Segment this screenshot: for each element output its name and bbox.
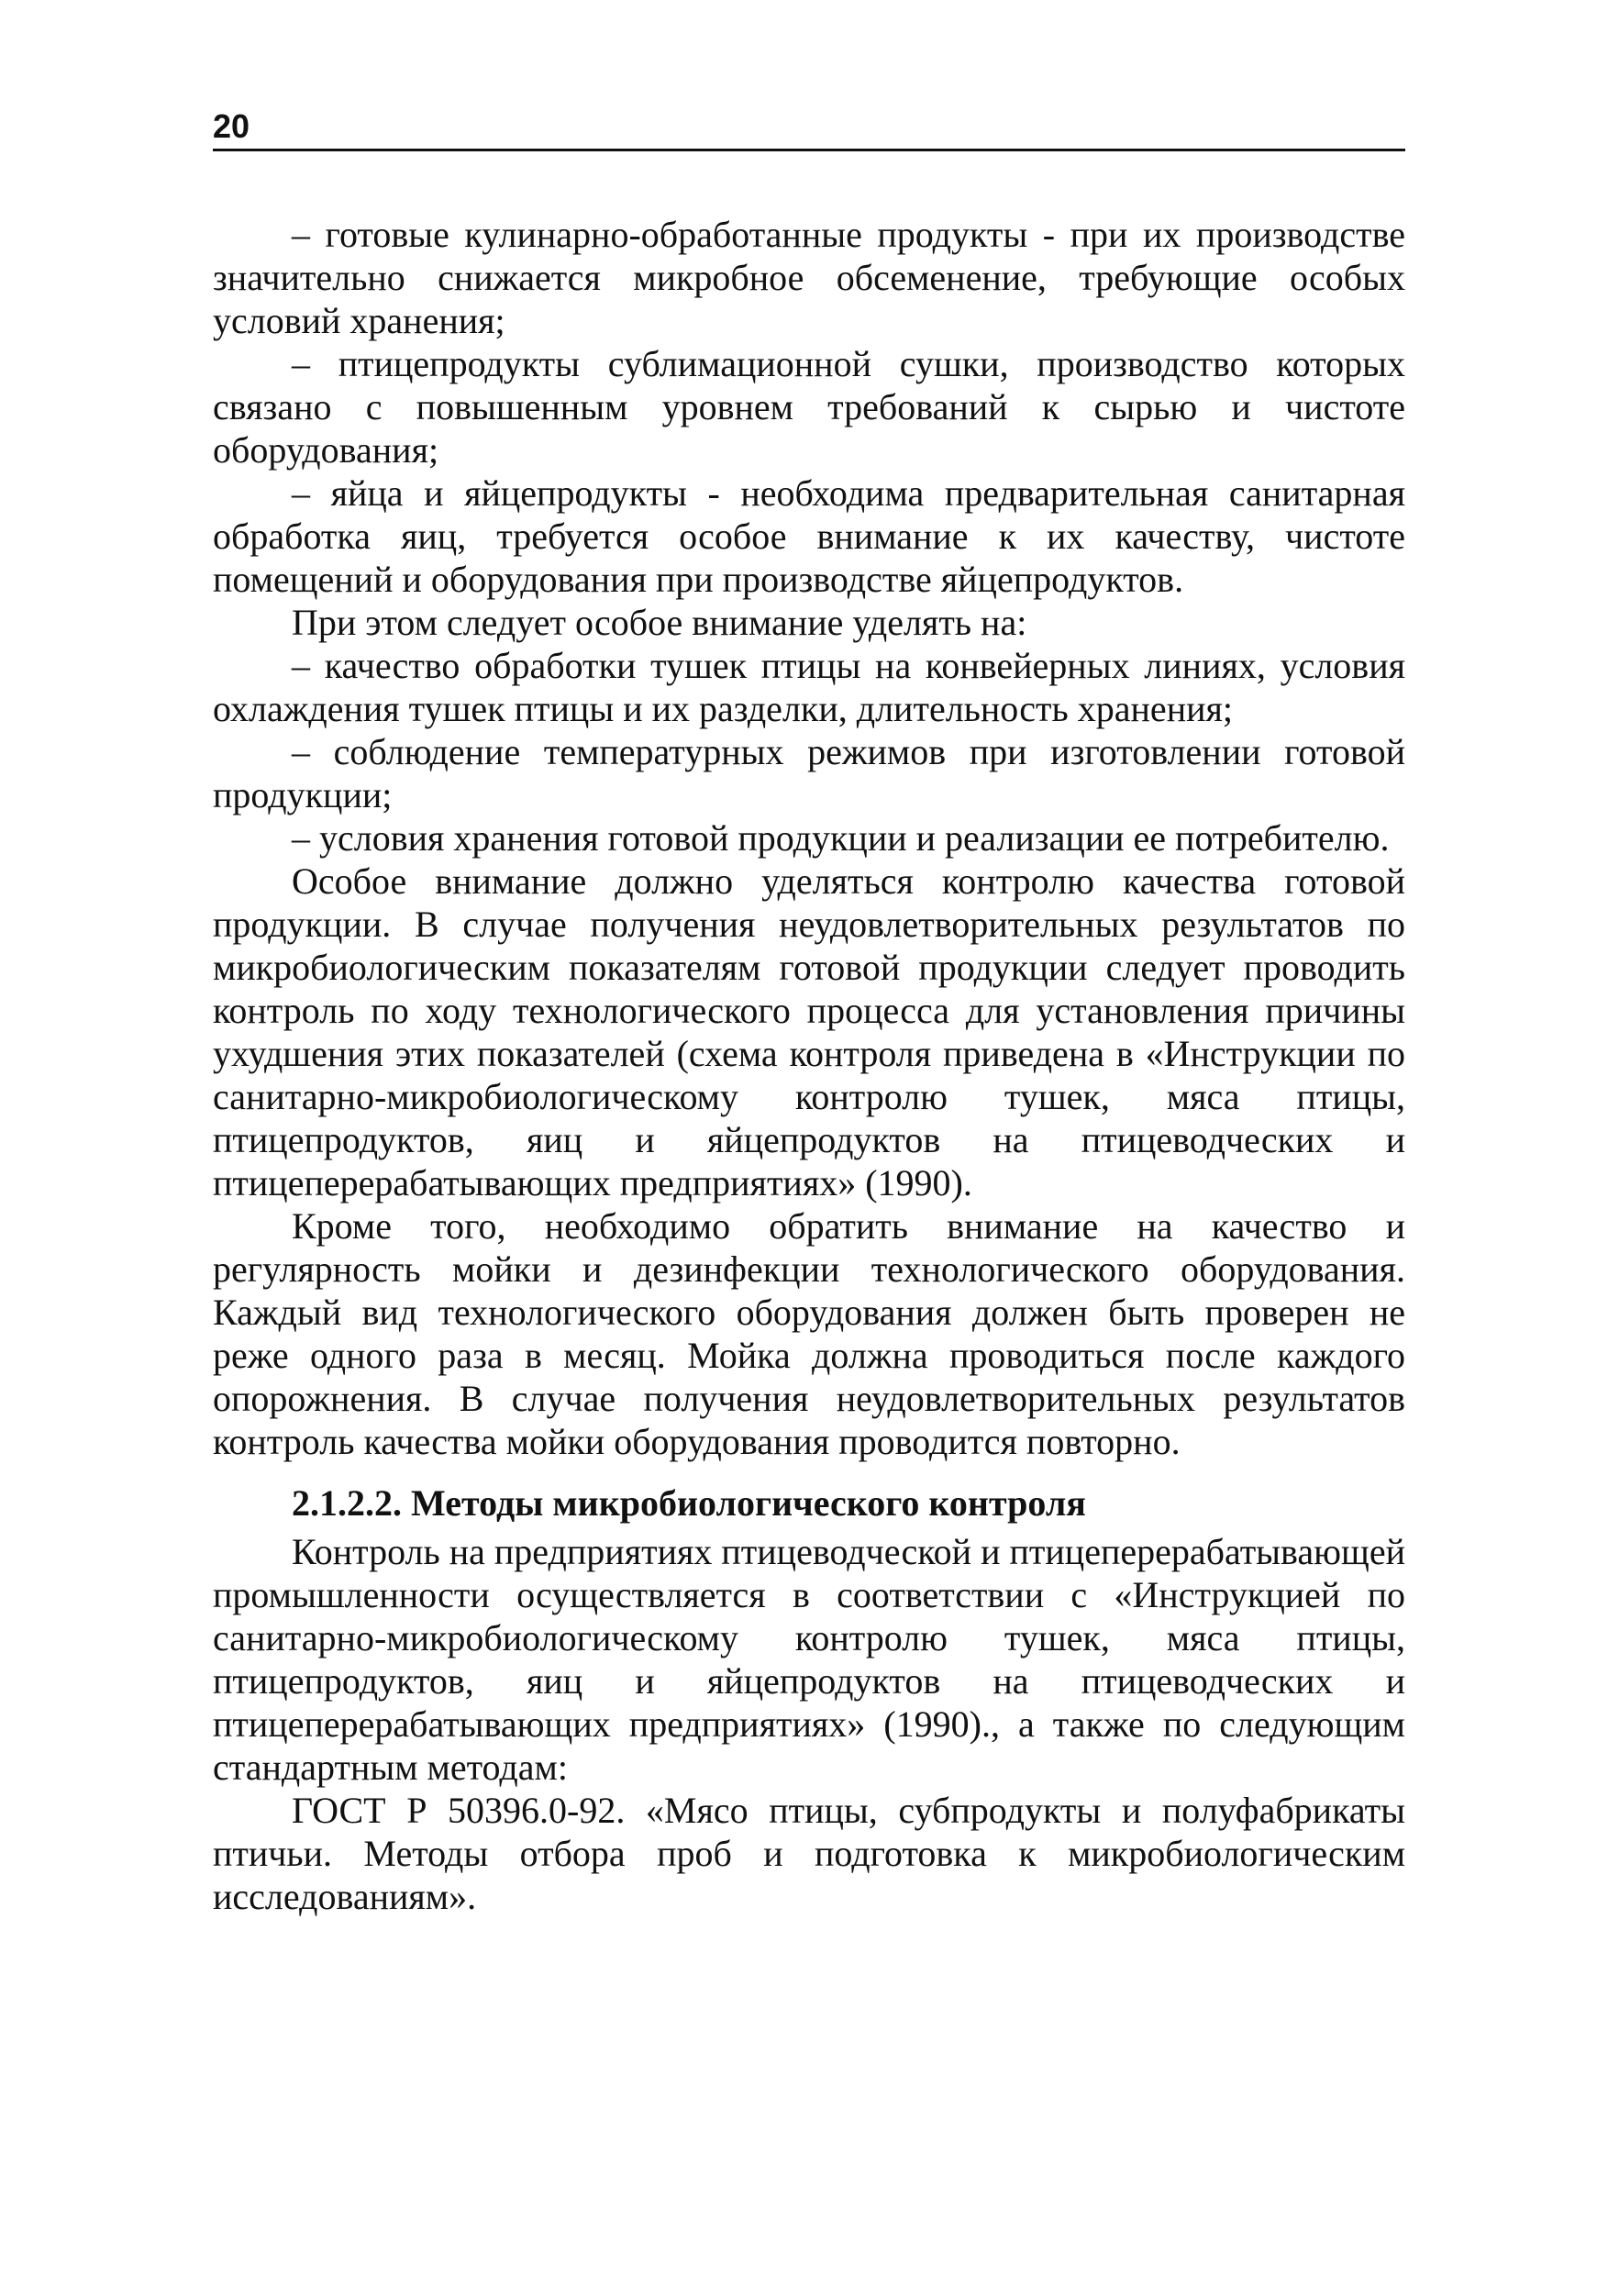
paragraph-attention-intro: При этом следует особое внимание уделять на: [292, 602, 1027, 643]
paragraph-gost-standard: ГОСТ Р 50396.0-92. «Мясо птицы, субпродукты и полуфабрикаты птичьи. Методы отбора проб и подготовка к микробиологическим исследованиям». [213, 1790, 1405, 1917]
paragraph-equipment-washing: Кроме того, необходимо обратить внимание на качество и регулярность мойки и дезинфекции технологического оборудования. Каждый вид технологического оборудования должен быть проверен не реже одного раза в месяц. Мойка должна проводиться после каждого опорожнения. В случае получения неудовлетворительных результатов контроль качества мойки оборудования проводится повторно. [213, 1205, 1405, 1462]
paragraph-eggs: – яйца и яйцепродукты - необходима предварительная санитарная обработка яиц, требуется особое внимание к их качеству, чистоте помещений и оборудования при производстве яйцепродуктов. [213, 472, 1405, 600]
paragraph-carcass-processing: – качество обработки тушек птицы на конвейерных линиях, условия охлаждения тушек птицы и их разделки, длительность хранения; [213, 645, 1405, 729]
paragraph-quality-control: Особое внимание должно уделяться контролю качества готовой продукции. В случае получения неудовлетворительных результатов по микробиологическим показателям готовой продукции следует проводить контроль по ходу технологического процесса для установления причины ухудшения этих показателей (схема контроля приведена в «Инструкции по санитарно-микробиологическому контролю тушек, мяса птицы, птицепродуктов, яиц и яйцепродуктов на птицеводческих и птицеперерабатывающих предприятиях» (1990). [213, 860, 1405, 1203]
page-content [213, 213, 1405, 1918]
page-number: 20 [213, 107, 250, 145]
paragraph-freeze-dried: – птицепродукты сублимационной сушки, производство которых связано с повышенным уровнем требований к сырью и чистоте оборудования; [213, 343, 1405, 471]
section-heading: 2.1.2.2. Методы микробиологического контроля [292, 1482, 1086, 1524]
paragraph-ready-products: – готовые кулинарно-обработанные продукты - при их производстве значительно снижается микробное обсеменение, требующие особых условий хранения; [213, 214, 1405, 341]
paragraph-temperature-modes: – соблюдение температурных режимов при изготовлении готовой продукции; [213, 731, 1405, 815]
paragraph-control-methods: Контроль на предприятиях птицеводческой и птицеперерабатывающей промышленности осуществляется в соответствии с «Инструкцией по санитарно-микробиологическому контролю тушек, мяса птицы, птицепродуктов, яиц и яйцепродуктов на птицеводческих и птицеперерабатывающих предприятиях» (1990)., а также по следующим стандартным методам: [213, 1531, 1405, 1788]
header-rule [213, 149, 1405, 151]
paragraph-storage-conditions: – условия хранения готовой продукции и реализации ее потребителю. [292, 817, 1390, 859]
